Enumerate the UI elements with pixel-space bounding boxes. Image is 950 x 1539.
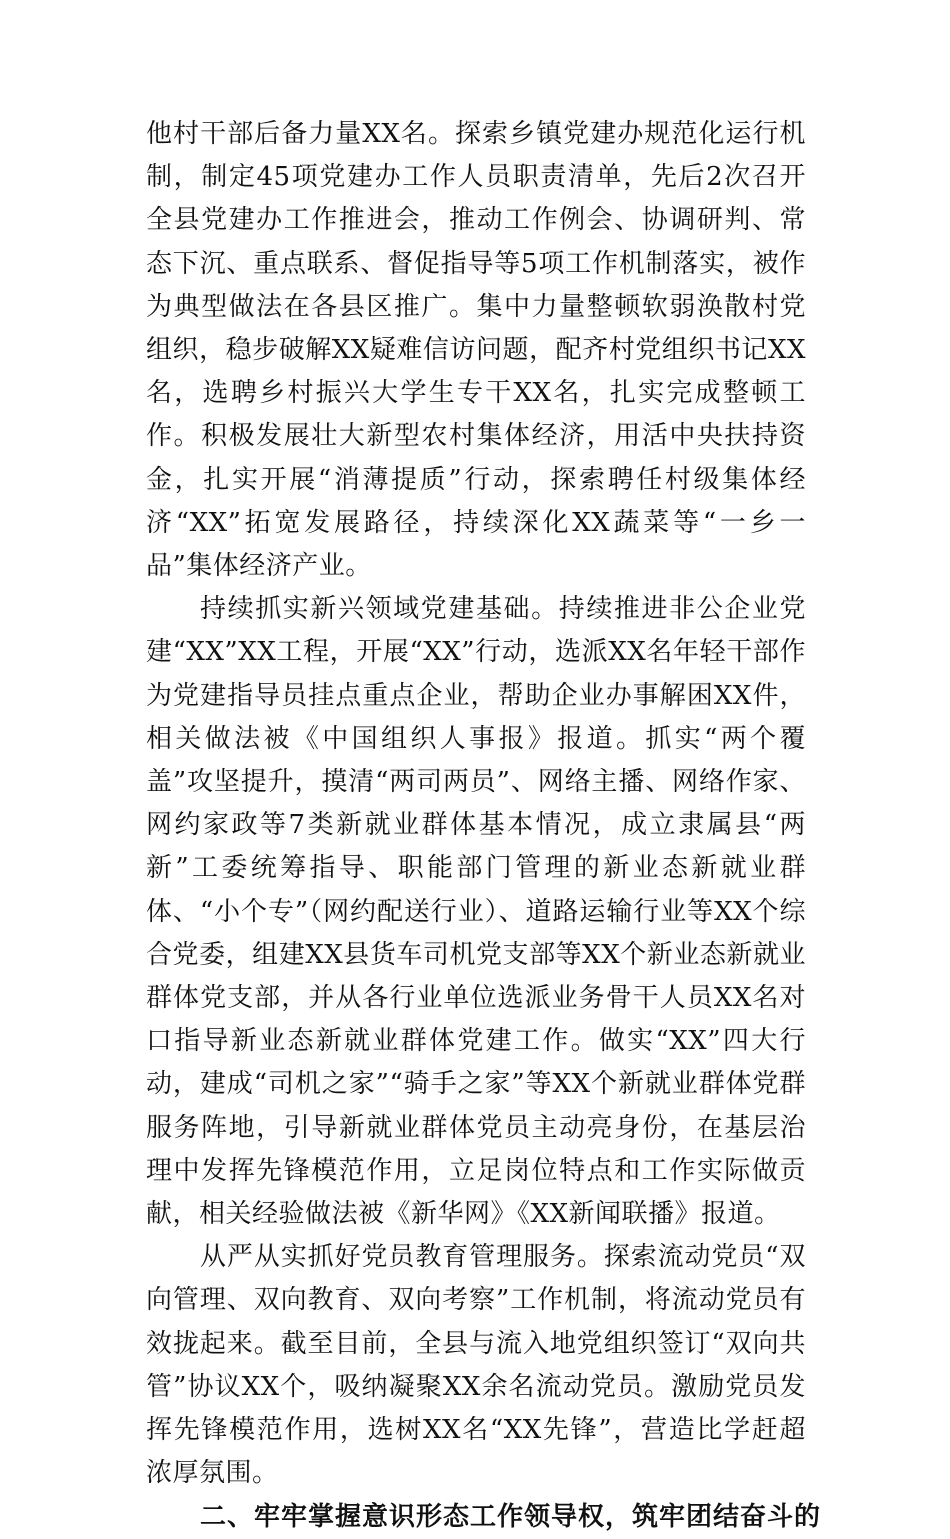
paragraph-1: 他村干部后备力量XX名。探索乡镇党建办规范化运行机制，制定45项党建办工作人员职责清单，先后2次召开全县党建办工作推进会，推动工作例会、协调研判、常态下沉、重点联系、督促指导等5项工作机制落实，被作为典型做法在各县区推广。集中力量整顿软弱涣散村党组织，稳步破解XX疑难信访问题，配齐村党组织书记XX名，选聘乡村振兴大学生专干XX名，扎实完成整顿工作。积极发展壮大新型农村集体经济，用活中央扶持资金，扎实开展“消薄提质”行动，探索聘任村级集体经济“XX”拓宽发展路径，持续深化XX蔬菜等“一乡一品”集体经济产业。 xyxy=(146,119,806,582)
document-body xyxy=(146,113,822,1539)
paragraph-2: 持续抓实新兴领域党建基础。持续推进非公企业党建“XX”XX工程，开展“XX”行动，选派XX名年轻干部作为党建指导员挂点重点企业，帮助企业办事解困XX件，相关做法被《中国组织人事报》报道。抓实“两个覆盖”攻坚提升，摸清“两司两员”、网络主播、网络作家、网约家政等7类新就业群体基本情况，成立隶属县“两新”工委统筹指导、职能部门管理的新业态新就业群体、“小个专”（网约配送行业）、道路运输行业等XX个综合党委，组建XX县货车司机党支部等XX个新业态新就业群体党支部，并从各行业单位选派业务骨干人员XX名对口指导新业态新就业群体党建工作。做实“XX”四大行动，建成“司机之家”“骑手之家”等XX个新就业群体党群服务阵地，引导新就业群体党员主动亮身份，在基层治理中发挥先锋模范作用，立足岗位特点和工作实际做贡献，相关经验做法被《新华网》《XX新闻联播》报道。 xyxy=(146,594,806,1230)
paragraph-3: 从严从实抓好党员教育管理服务。探索流动党员“双向管理、双向教育、双向考察”工作机制，将流动党员有效拢起来。截至目前，全县与流入地党组织签订“双向共管”协议XX个，吸纳凝聚XX余名流动党员。激励党员发挥先锋模范作用，选树XX名“XX先锋”，营造比学赶超浓厚氛围。 xyxy=(146,1242,806,1489)
section-heading: 二、牢牢掌握意识形态工作领导权，筑牢团结奋斗的 xyxy=(200,1501,822,1532)
